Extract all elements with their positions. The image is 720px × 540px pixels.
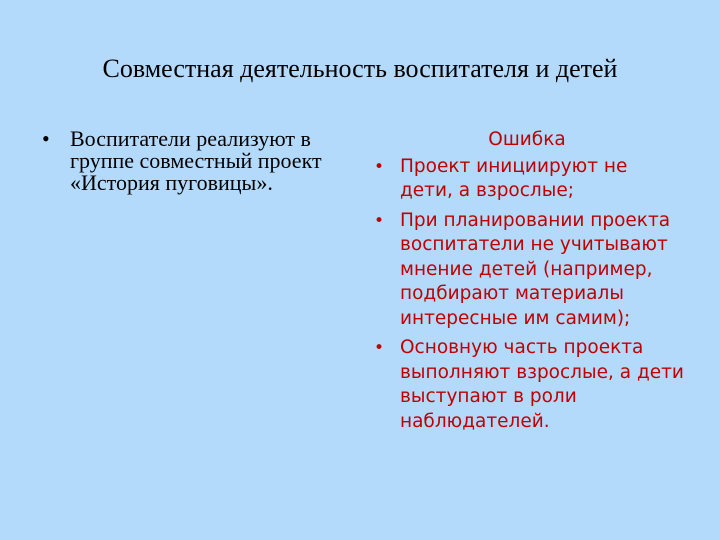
error-heading: Ошибка xyxy=(488,129,566,150)
error-bullet-item xyxy=(368,209,686,332)
bullet-icon: • xyxy=(374,338,385,358)
error-bullet-text: Основную часть проекта выполняют взрослые, а дети выступают в роли наблюдателей. xyxy=(400,337,684,432)
error-bullet-item xyxy=(368,336,686,434)
bullet-icon: • xyxy=(374,156,385,177)
error-bullet-list xyxy=(368,155,686,435)
bullet-icon: • xyxy=(42,126,50,151)
left-bullet-item xyxy=(36,128,342,194)
left-bullet-text: Воспитатели реализуют в группе совместный проект «История пуговицы». xyxy=(70,126,322,195)
bullet-icon: • xyxy=(374,210,385,231)
error-bullet-text: Проект инициируют не дети, а взрослые; xyxy=(400,155,628,201)
left-bullet-list xyxy=(36,128,342,194)
left-column xyxy=(36,128,342,194)
error-bullet-text: При планировании проекта воспитатели не учитывают мнение детей (например, подбирают материалы интересные им самим); xyxy=(400,209,671,329)
right-column xyxy=(368,128,686,439)
error-bullet-item xyxy=(368,155,686,204)
slide-title: Совместная деятельность воспитателя и детей xyxy=(102,54,618,83)
